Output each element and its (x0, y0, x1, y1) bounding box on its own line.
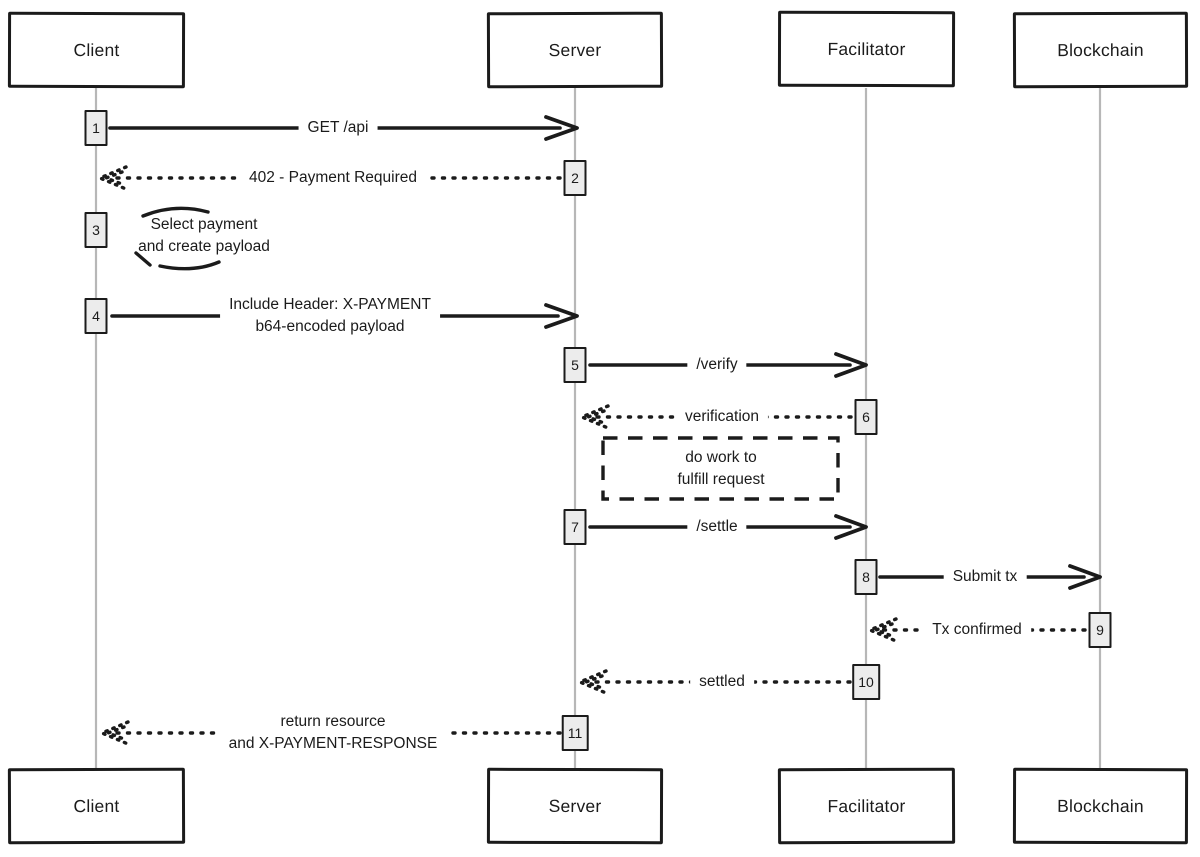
arrowhead-left-dotted-icon (102, 722, 128, 744)
message-label-6: verification (676, 405, 768, 429)
actor-bottom-blockchain: Blockchain (1013, 768, 1188, 844)
message-label-9: Tx confirmed (923, 618, 1031, 642)
step-badge-5: 5 (564, 347, 587, 383)
message-label-10: settled (690, 670, 754, 694)
message-label-3-line-2: and create payload (138, 238, 270, 255)
message-label-1: GET /api (299, 116, 378, 140)
step-badge-10: 10 (852, 664, 880, 700)
step-badge-3: 3 (85, 212, 108, 248)
message-label-7: /settle (687, 515, 746, 539)
note-label-line-1: do work to (685, 449, 757, 466)
arrowhead-left-dotted-icon (100, 167, 126, 189)
step-badge-6: 6 (855, 399, 878, 435)
message-label-4 (220, 293, 440, 339)
message-label-4-line-2: b64-encoded payload (255, 318, 405, 335)
message-label-11 (220, 710, 447, 756)
note-label (668, 446, 773, 492)
message-label-5: /verify (687, 353, 746, 377)
step-badge-11: 11 (562, 715, 589, 751)
note-label-line-2: fulfill request (677, 471, 765, 488)
message-label-8: Submit tx (944, 565, 1027, 589)
actor-bottom-client: Client (8, 768, 185, 845)
step-badge-4: 4 (85, 298, 108, 334)
actor-top-client: Client (8, 12, 185, 88)
step-badge-2: 2 (564, 160, 587, 196)
message-label-3 (129, 213, 279, 259)
actor-bottom-facilitator: Facilitator (778, 768, 955, 845)
actor-bottom-server: Server (487, 768, 663, 844)
message-label-11-line-1: return resource (280, 713, 386, 730)
actor-top-server: Server (487, 12, 663, 89)
arrowhead-left-dotted-icon (582, 406, 608, 428)
message-label-11-line-2: and X-PAYMENT-RESPONSE (228, 735, 438, 752)
step-badge-7: 7 (564, 509, 587, 545)
self-loop-bottom-arc (160, 262, 219, 269)
arrowhead-left-dotted-icon (580, 671, 606, 693)
step-badge-9: 9 (1089, 612, 1112, 648)
step-badge-8: 8 (855, 559, 878, 595)
actor-top-facilitator: Facilitator (778, 11, 955, 87)
message-label-2: 402 - Payment Required (240, 166, 426, 190)
message-label-3-line-1: Select payment (150, 216, 258, 233)
message-label-4-line-1: Include Header: X-PAYMENT (229, 296, 431, 313)
actor-top-blockchain: Blockchain (1013, 12, 1188, 89)
step-badge-1: 1 (85, 110, 108, 146)
